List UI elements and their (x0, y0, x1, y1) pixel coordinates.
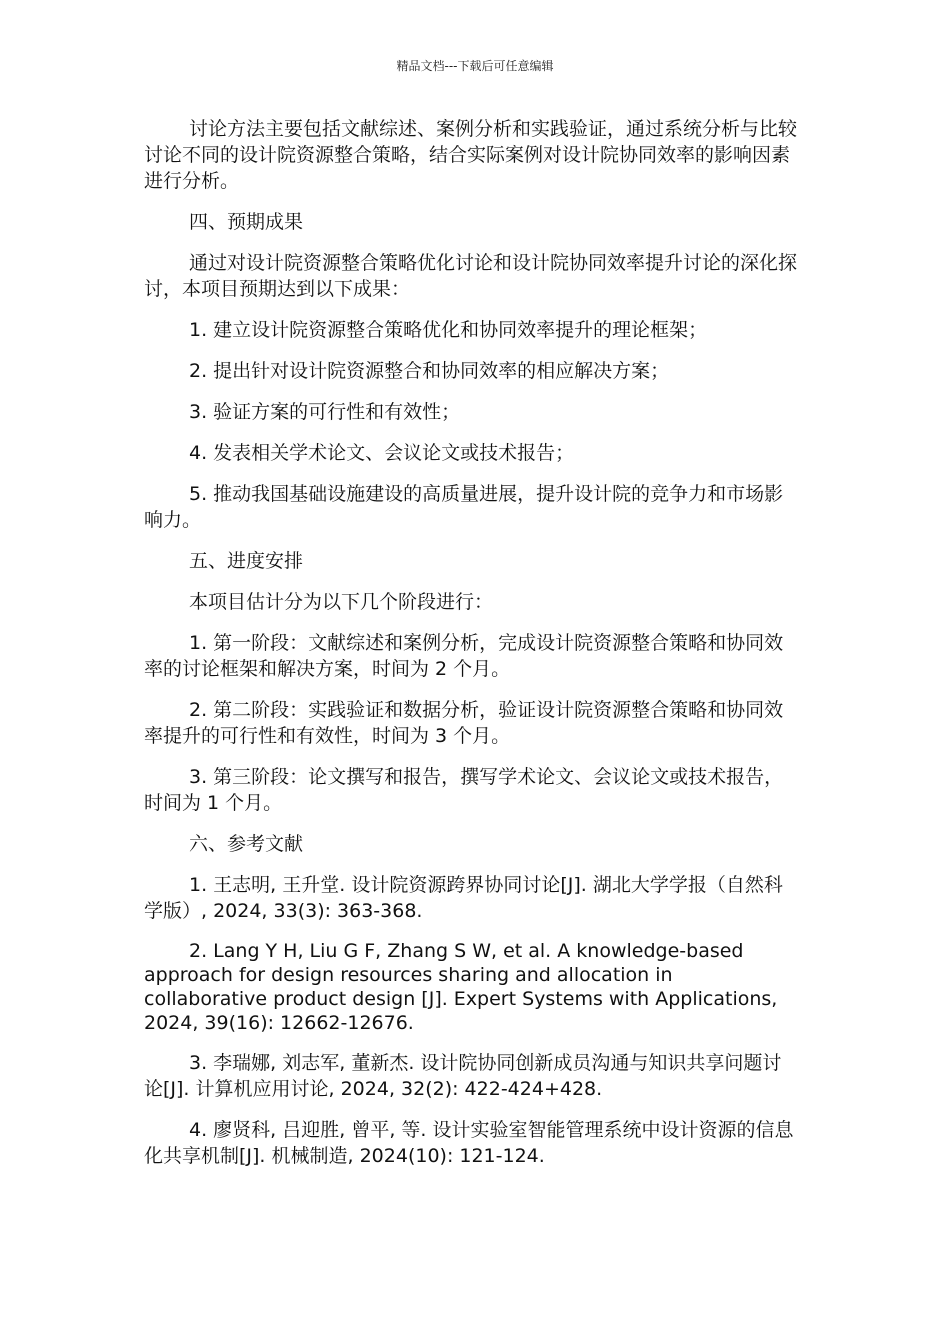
list-item-phase-2: 2. 第二阶段：实践验证和数据分析，验证设计院资源整合策略和协同效率提升的可行性和有效性，时间为 3 个月。 (144, 699, 784, 747)
reference-2: 2. Lang Y H, Liu G F, Zhang S W, et al. A knowledge-based approach for design resources sharing and allocation in collaborative product design [J]. Expert Systems with Applications, 2024, 39(16): 12662-12676. (144, 940, 778, 1034)
paragraph-methods: 讨论方法主要包括文献综述、案例分析和实践验证，通过系统分析与比较讨论不同的设计院资源整合策略，结合实际案例对设计院协同效率的影响因素进行分析。 (144, 118, 798, 192)
document-body (144, 116, 800, 1184)
list-item-phase-1: 1. 第一阶段：文献综述和案例分析，完成设计院资源整合策略和协同效率的讨论框架和解决方案，时间为 2 个月。 (144, 632, 784, 680)
section-heading-schedule: 五、进度安排 (189, 550, 304, 572)
list-item-phase-3: 3. 第三阶段：论文撰写和报告，撰写学术论文、会议论文或技术报告，时间为 1 个月。 (144, 766, 784, 814)
list-item-result-4: 4. 发表相关学术论文、会议论文或技术报告； (189, 442, 575, 464)
list-item-result-2: 2. 提出针对设计院资源整合和协同效率的相应解决方案； (189, 360, 670, 382)
reference-1: 1. 王志明, 王升堂. 设计院资源跨界协同讨论[J]. 湖北大学学报（自然科学版）, 2024, 33(3): 363-368. (144, 874, 783, 922)
section-heading-references: 六、参考文献 (189, 833, 304, 855)
paragraph-expected-intro: 通过对设计院资源整合策略优化讨论和设计院协同效率提升讨论的深化探讨，本项目预期达到以下成果： (144, 252, 798, 300)
paragraph-schedule-intro: 本项目估计分为以下几个阶段进行： (189, 591, 494, 613)
reference-3: 3. 李瑞娜, 刘志军, 董新杰. 设计院协同创新成员沟通与知识共享问题讨论[J]. 计算机应用讨论, 2024, 32(2): 422-424+428. (144, 1052, 782, 1100)
page-header: 精品文档---下载后可任意编辑 (396, 59, 554, 73)
reference-4: 4. 廖贤科, 吕迎胜, 曾平, 等. 设计实验室智能管理系统中设计资源的信息化共享机制[J]. 机械制造, 2024(10): 121-124. (144, 1119, 794, 1167)
list-item-result-1: 1. 建立设计院资源整合策略优化和协同效率提升的理论框架； (189, 319, 708, 341)
section-heading-expected-results: 四、预期成果 (189, 211, 304, 233)
list-item-result-5: 5. 推动我国基础设施建设的高质量进展，提升设计院的竞争力和市场影响力。 (144, 483, 784, 531)
list-item-result-3: 3. 验证方案的可行性和有效性； (189, 401, 461, 423)
